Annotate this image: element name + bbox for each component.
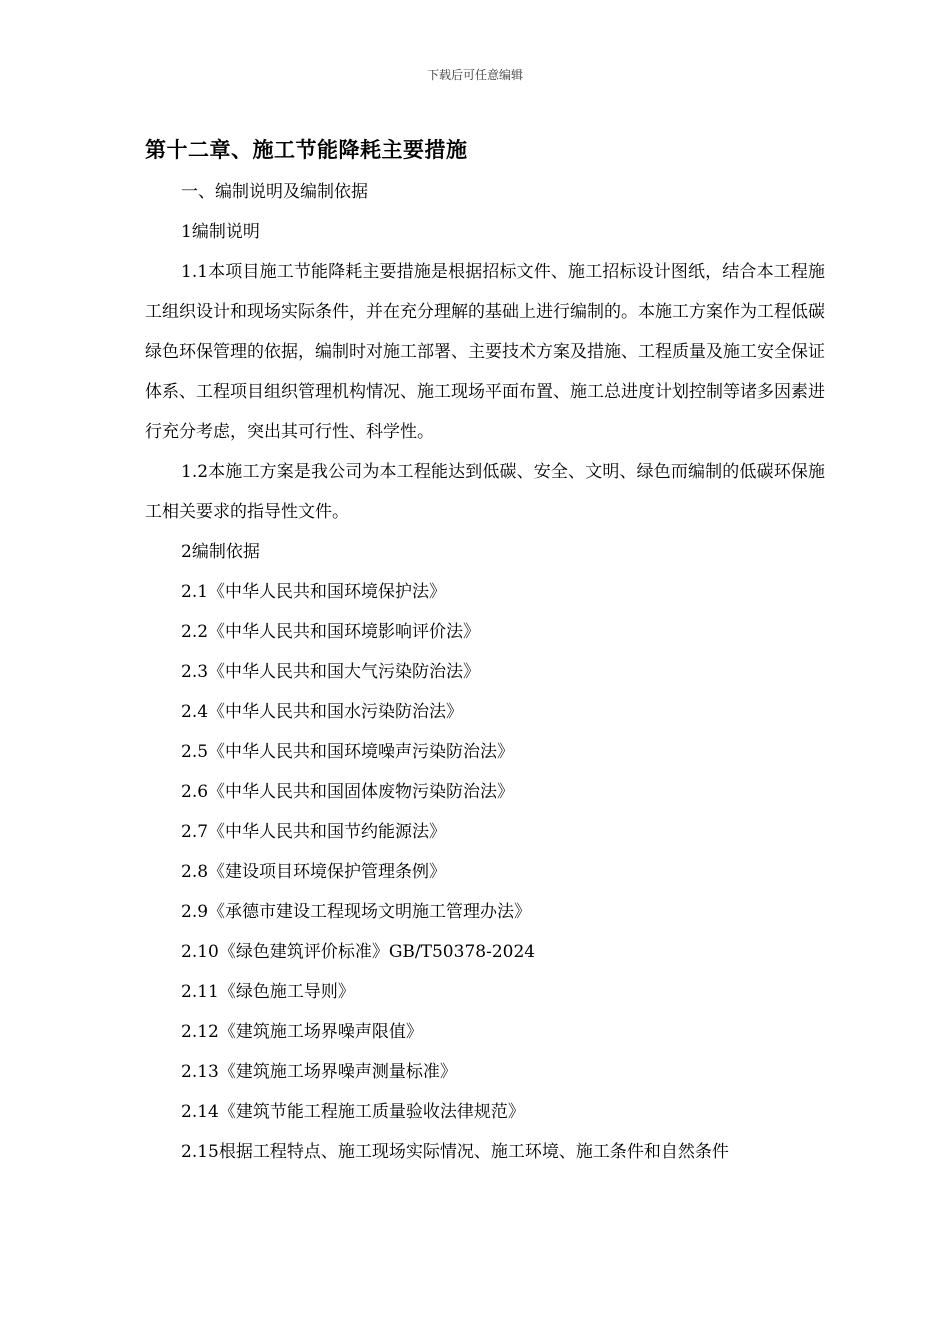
subsection-heading-explanation: 1编制说明 (181, 222, 260, 242)
basis-item: 2.7《中华人民共和国节约能源法》 (181, 822, 447, 842)
basis-item: 2.6《中华人民共和国固体废物污染防治法》 (181, 782, 515, 802)
basis-item: 2.5《中华人民共和国环境噪声污染防治法》 (181, 742, 515, 762)
basis-item: 2.15根据工程特点、施工现场实际情况、施工环境、施工条件和自然条件 (181, 1142, 729, 1162)
page-header: 下载后可任意编辑 (426, 68, 523, 82)
basis-item: 2.11《绿色施工导则》 (181, 982, 355, 1002)
document-body (145, 172, 825, 1172)
basis-item: 2.10《绿色建筑评价标准》GB/T50378-2024 (181, 942, 536, 962)
basis-item: 2.8《建设项目环境保护管理条例》 (181, 862, 447, 882)
basis-item: 2.2《中华人民共和国环境影响评价法》 (181, 622, 481, 642)
paragraph-1-1: 1.1本项目施工节能降耗主要措施是根据招标文件、施工招标设计图纸，结合本工程施工组织设计和现场实际条件，并在充分理解的基础上进行编制的。本施工方案作为工程低碳绿色环保管理的依据，编制时对施工部署、主要技术方案及措施、工程质量及施工安全保证体系、工程项目组织管理机构情况、施工现场平面布置、施工总进度计划控制等诸多因素进行充分考虑，突出其可行性、科学性。 (145, 262, 825, 442)
basis-item: 2.13《建筑施工场界噪声测量标准》 (181, 1062, 457, 1082)
basis-item: 2.14《建筑节能工程施工质量验收法律规范》 (181, 1102, 525, 1122)
basis-item: 2.9《承德市建设工程现场文明施工管理办法》 (181, 902, 532, 922)
paragraph-1-2: 1.2本施工方案是我公司为本工程能达到低碳、安全、文明、绿色而编制的低碳环保施工相关要求的指导性文件。 (145, 462, 825, 522)
basis-item: 2.4《中华人民共和国水污染防治法》 (181, 702, 464, 722)
section-heading: 一、编制说明及编制依据 (181, 182, 368, 202)
basis-item: 2.1《中华人民共和国环境保护法》 (181, 582, 447, 602)
basis-item: 2.3《中华人民共和国大气污染防治法》 (181, 662, 481, 682)
chapter-title: 第十二章、施工节能降耗主要措施 (145, 137, 468, 162)
subsection-heading-basis: 2编制依据 (181, 542, 260, 562)
basis-item: 2.12《建筑施工场界噪声限值》 (181, 1022, 423, 1042)
